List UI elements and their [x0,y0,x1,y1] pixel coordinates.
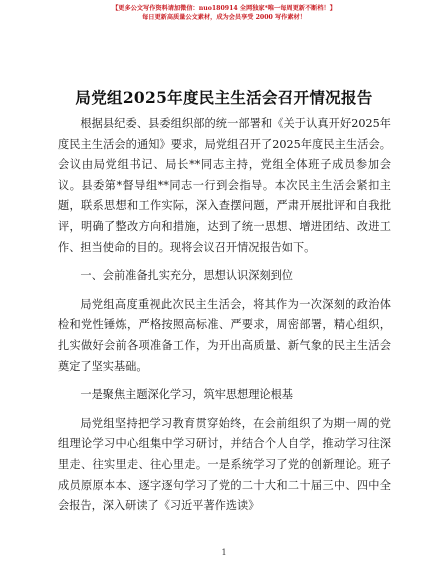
body-paragraph: 局党组坚持把学习教育贯穿始终，在会前组织了为期一周的党组理论学习中心组集中学习研讨，并结合个人自学，推动学习往深里走、往实里走、往心里走。一是系统学习了党的创新理论。班子成员原原本本、逐字逐句学习了党的二十大和二十届三中、四中全会报告，深入研读了《习近平著作选读》 [58,416,391,513]
promo-banner [0,4,448,22]
document-title: 局党组2025年度民主生活会召开情况报告 [75,88,373,107]
section-heading: 一是聚焦主题深化学习，筑牢思想理论根基 [80,388,293,402]
page-number: 1 [221,548,227,557]
promo-banner-line-2: 每日更新高质量公文素材，成为会员享受 2000 写作素材！ [142,14,306,21]
body-paragraph: 根据县纪委、县委组织部的统一部署和《关于认真开好2025年度民主生活会的通知》要求，局党组召开了2025年度民主生活会。会议由局党组书记、局长**同志主持，党组全体班子成员参加会议。县委第*督导组**同志一行到会指导。本次民主生活会紧扣主题，联系思想和工作实际，深入查摆问题，严肃开展批评和自我批评，明确了整改方向和措施，达到了统一思想、增进团结、改进工作、担当使命的目的。现将会议召开情况报告如下。 [58,117,391,254]
document-body [58,114,391,517]
section-heading: 一、会前准备扎实充分，思想认识深刻到位 [80,269,293,283]
promo-banner-line-1: 【更多公文写作资料请加微信：nuo180914 全网独家*唯一每周更新不断档！】 [112,5,336,12]
body-paragraph: 局党组高度重视此次民主生活会，将其作为一次深刻的政治体检和党性锤炼，严格按照高标准、严要求，周密部署，精心组织，扎实做好会前各项准备工作，为开出高质量、新气象的民主生活会奠定了坚实基础。 [58,297,391,373]
